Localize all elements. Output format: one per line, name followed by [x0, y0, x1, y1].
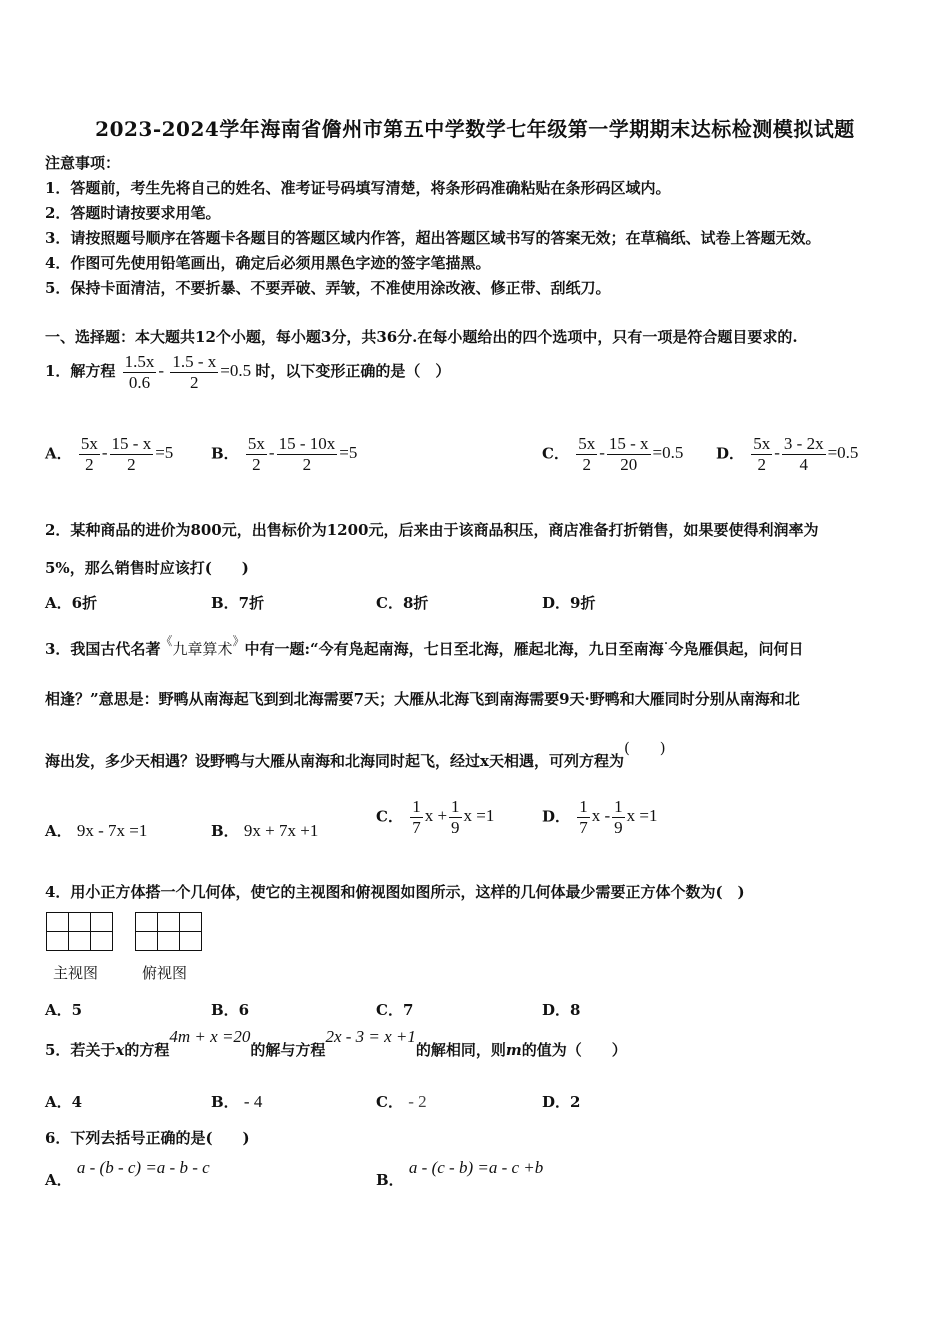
question-3-line3: 海出发，多少天相遇？设野鸭与大雁从南海和北海同时起飞，经过x天相遇，可列方程为( ) [45, 739, 666, 770]
q4-option-b[interactable]: B．6 [211, 1001, 250, 1019]
q4-option-a[interactable]: A．5 [45, 1001, 83, 1019]
notice-heading: 注意事项： [45, 154, 121, 172]
q6-option-b[interactable]: B． a - (c - b) =a - c +b [376, 1158, 544, 1189]
q2-option-b[interactable]: B．7折 [211, 594, 265, 612]
question-2-line1: 2．某种商品的进价为800元，出售标价为1200元，后来由于该商品积压，商店准备打折销售，如果要使得利润率为 [45, 521, 819, 539]
notice-item: 5．保持卡面清洁，不要折暴、不要弄破、弄皱，不准使用涂改液、修正带、刮纸刀。 [45, 279, 611, 297]
q3-option-a[interactable]: A． 9x - 7x =1 [45, 821, 148, 840]
question-6: 6．下列去括号正确的是( ) [45, 1129, 250, 1147]
question-4: 4．用小正方体搭一个几何体，使它的主视图和俯视图如图所示，这样的几何体最少需要正方体个数为( ) [45, 883, 745, 901]
q5-equation-1: 4m + x =20 [169, 1027, 251, 1046]
front-view-grid [46, 912, 113, 951]
question-3-line1: 3．我国古代名著《九章算术》中有一题:“今有凫起南海，七日至北海，雁起北海，九日至南海·今凫雁俱起，问何日 [45, 634, 804, 658]
q2-option-c[interactable]: C．8折 [376, 594, 429, 612]
notice-item: 3．请按照题号顺序在答题卡各题目的答题区域内作答，超出答题区域书写的答案无效；在草稿纸、试卷上答题无效。 [45, 229, 821, 247]
notice-item: 4．作图可先使用铅笔画出，确定后必须用黑色字迹的签字笔描黑。 [45, 254, 491, 272]
q5-option-b[interactable]: B． - 4 [211, 1092, 263, 1111]
page-title: 2023-2024学年海南省儋州市第五中学数学七年级第一学期期末达标检测模拟试题 [95, 117, 855, 141]
question-5: 5．若关于x的方程4m + x =20的解与方程2x - 3 = x +1的解相同，则m的值为（ ） [45, 1027, 627, 1059]
question-1: 1．解方程 $\frac{1.5x}{0.6}$ - $\frac{1.5 - x}{2}$ =0.5 时，以下变形正确的是（ ） [45, 351, 451, 392]
top-view-label: 俯视图 [142, 964, 188, 982]
notice-item: 1．答题前，考生先将自己的姓名、准考证号码填写清楚，将条形码准确粘贴在条形码区域内。 [45, 179, 671, 197]
top-view-grid [135, 912, 202, 951]
front-view-label: 主视图 [53, 964, 99, 982]
q5-option-c[interactable]: C． - 2 [376, 1092, 427, 1111]
q1-option-d[interactable]: D． $\frac{5x}{2}$ - $\frac{3 - 2x}{4}$ =0.5 [716, 434, 859, 474]
question-2-line2: 5%，那么销售时应该打( ) [45, 559, 249, 577]
q2-option-d[interactable]: D．9折 [542, 594, 596, 612]
q5-option-a[interactable]: A．4 [45, 1093, 83, 1111]
q5-equation-2: 2x - 3 = x +1 [325, 1027, 416, 1046]
q1-option-b[interactable]: B． $\frac{5x}{2}$ - $\frac{15 - 10x}{2}$ =5 [211, 434, 358, 474]
q3-option-c[interactable]: C． $\frac{1}{7}$ x + $\frac{1}{9}$ x =1 [376, 797, 495, 837]
q5-option-d[interactable]: D．2 [542, 1093, 581, 1111]
q1-option-a[interactable]: A． $\frac{5x}{2}$ - $\frac{15 - x}{2}$ =5 [45, 434, 174, 474]
q1-equation: $\frac{1.5x}{0.6}$ - $\frac{1.5 - x}{2}$ =0.5 [124, 351, 252, 392]
section-heading: 一、选择题：本大题共12个小题，每小题3分，共36分.在每小题给出的四个选项中，只有一项是符合题目要求的. [45, 328, 798, 346]
q4-option-d[interactable]: D．8 [542, 1001, 581, 1019]
q3-option-d[interactable]: D． $\frac{1}{7}$ x - $\frac{1}{9}$ x =1 [542, 797, 658, 837]
question-3-line2: 相逢？”意思是：野鸭从南海起飞到到北海需要7天；大雁从北海飞到南海需要9天·野鸭和大雁同时分别从南海和北 [45, 690, 800, 708]
q3-option-b[interactable]: B． 9x + 7x +1 [211, 821, 319, 840]
q6-option-a[interactable]: A． a - (b - c) =a - b - c [45, 1158, 210, 1189]
q2-option-a[interactable]: A．6折 [45, 594, 98, 612]
q4-option-c[interactable]: C．7 [376, 1001, 414, 1019]
q1-option-c[interactable]: C． $\frac{5x}{2}$ - $\frac{15 - x}{20}$ =0.5 [542, 434, 684, 474]
notice-item: 2．答题时请按要求用笔。 [45, 204, 221, 222]
